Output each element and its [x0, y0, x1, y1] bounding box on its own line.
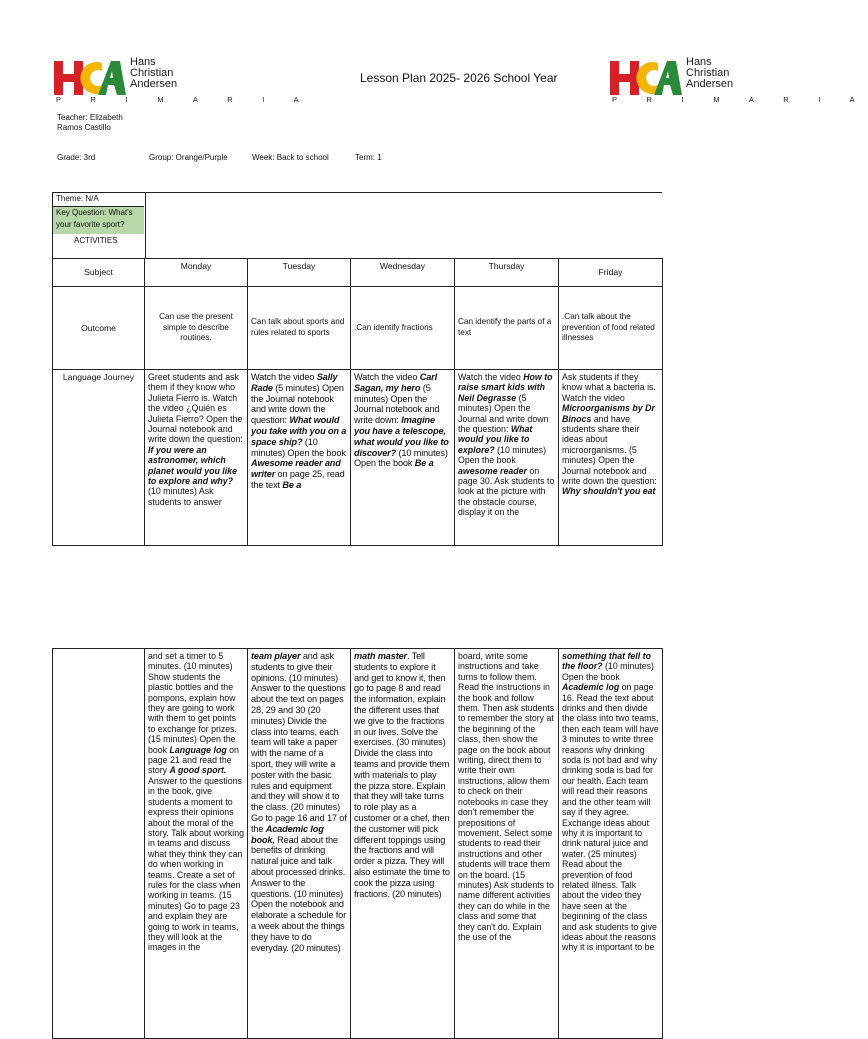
continued-subject-cell	[53, 649, 145, 1039]
text-segment: What would you like to explore?	[458, 424, 533, 455]
text-segment: Sally Rade	[251, 372, 338, 393]
page-title: Lesson Plan 2025- 2026 School Year	[360, 71, 558, 85]
key-question: Key Question: What's your favorite sport?	[53, 207, 144, 234]
lesson-table	[52, 258, 663, 546]
monday-language-text	[148, 372, 244, 542]
friday-header: Friday	[559, 259, 663, 287]
friday-language-text	[562, 372, 659, 542]
tuesday-continued-text	[251, 651, 347, 1031]
text-segment: (10 minutes) Ask students to answer	[148, 486, 222, 507]
text-segment: Academic log book,	[251, 823, 324, 845]
friday-outcome: .Can talk about the prevention of food related illnesses	[559, 287, 663, 370]
wednesday-header: Wednesday	[351, 259, 455, 287]
wednesday-outcome: .Can identify fractions	[351, 287, 455, 370]
friday-continued-text	[562, 651, 659, 1031]
subject-header: Subject	[53, 259, 145, 287]
text-segment: (10 minutes) Open the book	[562, 661, 654, 682]
wednesday-continued	[351, 649, 455, 1039]
grade-label: Grade: 3rd	[57, 153, 96, 162]
text-segment: Imagine you have a telescope, what would you like to discover?	[354, 415, 449, 458]
text-segment: . Tell students to explore it and get to know it, then go to page 8 and read the information, explain the different uses that we give to the fractions in our lives. Solve the exercises. (30 minutes) Divide the class into teams and provide them with materials to play the pizza store. Explain that they will take turns to role play as a customer or a chef, then the customer will pick different toppings using the fractions and will order a pizza. They will also estimate the time to cook the pizza using fractions. (20 minutes)	[354, 651, 450, 899]
days-header-row	[53, 259, 663, 287]
wednesday-language	[351, 370, 455, 546]
text-segment: (10 minutes) Open the book	[458, 444, 547, 466]
language-label: Language Journey	[53, 370, 145, 546]
continued-row	[53, 649, 663, 1039]
logo-subtitle: P R I M A R I A	[56, 95, 313, 104]
monday-language	[145, 370, 248, 546]
text-segment: awesome reader	[458, 465, 527, 476]
hca-logo-icon	[610, 59, 682, 97]
text-segment: on page 25, read the text	[251, 469, 345, 490]
wednesday-continued-text	[354, 651, 451, 1031]
text-segment: Microorganisms by Dr Binocs	[562, 403, 655, 424]
text-segment: Awesome reader and writer	[251, 458, 341, 480]
thursday-language-text	[458, 372, 555, 542]
activities-label: ACTIVITIES	[74, 236, 118, 245]
text-segment: Language log	[169, 744, 227, 755]
text-segment: and have students share their ideas about microorganisms. (5 minutes) Open the Journal notebook and write down the question:	[562, 413, 657, 487]
hca-logo-icon	[54, 59, 126, 97]
text-segment: Watch the video	[354, 372, 420, 382]
lesson-table-continued	[52, 648, 663, 1039]
tuesday-language	[248, 370, 351, 546]
outcome-row	[53, 287, 663, 370]
text-segment: Why shouldn't you eat	[562, 486, 656, 497]
logo-name: Hans Christian Andersen	[130, 56, 178, 90]
text-segment: Watch the video	[251, 372, 317, 382]
week-label: Week: Back to school	[252, 153, 329, 162]
text-segment: Ask students if they know what a bacteria is. Watch the video	[562, 372, 656, 403]
text-segment: Read about the benefits of drinking natural juice and talk about processed drinks. Answer to the questions. (10 minutes) Open the notebook and elaborate a schedule for a week about the things they have to do everyday. (20 minutes)	[251, 834, 346, 953]
text-segment: (5 minutes) Open the Journal and write down the question:	[458, 392, 549, 435]
thursday-outcome: Can identify the parts of a text	[455, 287, 559, 370]
tuesday-continued	[248, 649, 351, 1039]
text-segment: A good sport.	[169, 765, 227, 776]
thursday-language	[455, 370, 559, 546]
text-segment: on page 21 and read the story	[148, 744, 239, 776]
monday-header: Monday	[145, 259, 248, 287]
text-segment: How to raise smart kids with Neil Degrasse	[458, 372, 553, 403]
monday-outcome: Can use the present simple to describe routines.	[145, 287, 248, 370]
text-segment: Be a	[414, 458, 434, 469]
text-segment: and ask students to give their opinions. (10 minutes) Answer to the questions about the text on pages 28, 29 and 30 (20 minutes) Divide the class into teams, each team will take a paper with the name of a sport, they will write a poster with the basic rules and equipment and they will show it to the class. (20 minutes) Go to page 16 and 17 of the	[251, 651, 347, 834]
language-row	[53, 370, 663, 546]
text-segment: Greet students and ask them if they know who Julieta Fierro is. Watch the video ¿Quién es Julieta Fierro? Open the Journal notebook and write down the question:	[148, 372, 243, 445]
thursday-continued-text	[458, 651, 555, 1031]
text-segment: (5 minutes) Open the Journal notebook and write down:	[354, 382, 440, 426]
text-segment: team player	[251, 651, 301, 661]
outcome-label: Outcome	[53, 287, 145, 370]
tuesday-language-text	[251, 372, 347, 542]
text-segment: (5 minutes) Open the Journal notebook and write down the question:	[251, 382, 344, 426]
text-segment: board, write some instructions and take turns to follow them. Read the instructions in the book and follow them. Then ask students to remember the story at the beginning of the class, then show the page on the book about writing, direct them to write their own instructions, allow them to check on their notebooks in case they don't remember the prepositions of movement. Select some students to read their instructions and other students will trace them on the board. (15 minutes) Ask students to name different activities they can do while in the class and some that they can't do. Explain the use of the	[458, 651, 555, 942]
term-label: Term: 1	[355, 153, 382, 162]
text-segment: on page 16. Read the text about drinks and then divide the class into two teams, then each team will have 3 minutes to write three reasons why drinking soda is not bad and why drinking soda is bad for our health. Each team will read their reasons and the other team will say if they agree. Exchange ideas about why it is important to drink natural juice and water. (25 minutes) Read about the prevention of food related illness. Talk about the video they have seen at the beginning of the class and ask students to give ideas about the reasons why it is important to be	[562, 682, 659, 953]
text-segment: something that fell to the floor?	[562, 651, 651, 672]
text-segment: Answer to the questions in the book, give students a moment to express their opinions about the moral of the story. Talk about working in teams and discuss what they think they can do when working in teams. Create a set of rules for the class when working in teams. (15 minutes) Go to page 23 and explain they are going to work in teams, they will look at the images in the	[148, 775, 244, 953]
teacher-line-1: Teacher: Elizabeth	[57, 113, 123, 122]
monday-continued	[145, 649, 248, 1039]
tuesday-header: Tuesday	[248, 259, 351, 287]
wednesday-language-text	[354, 372, 451, 542]
text-segment: If you were an astronomer, which planet would you like to explore and why?	[148, 444, 237, 487]
text-segment: (10 minutes) Open the book	[251, 436, 346, 458]
school-logo-right	[610, 56, 868, 107]
text-segment: Academic log	[562, 682, 620, 693]
text-segment: on page 30. Ask students to look at the picture with the obstacle course, display it on the	[458, 465, 555, 518]
theme-label: Theme: N/A	[56, 194, 99, 203]
text-segment: What would you take with you on a space ship?	[251, 415, 347, 447]
friday-language	[559, 370, 663, 546]
monday-continued-text	[148, 651, 244, 1031]
teacher-info	[57, 113, 123, 133]
tuesday-outcome: Can talk about sports and rules related to sports	[248, 287, 351, 370]
thursday-header: Thursday	[455, 259, 559, 287]
text-segment: and set a timer to 5 minutes. (10 minutes) Show students the plastic bottles and the pompons, explain how they are going to work with them to get points to exchange for prizes. (15 minutes) Open the book	[148, 651, 237, 755]
teacher-line-2: Ramos Castillo	[57, 123, 111, 132]
text-segment: math master	[354, 651, 407, 661]
group-label: Group: Orange/Purple	[149, 153, 228, 162]
text-segment: Watch the video	[458, 372, 524, 382]
text-segment: Be a	[282, 479, 302, 490]
logo-subtitle: P R I M A R I A	[612, 95, 868, 104]
friday-continued	[559, 649, 663, 1039]
text-segment: Carl Sagan, my hero	[354, 372, 437, 393]
thursday-continued	[455, 649, 559, 1039]
logo-name: Hans Christian Andersen	[686, 56, 734, 90]
school-logo-left	[54, 56, 313, 107]
text-segment: (10 minutes) Open the book	[354, 447, 448, 469]
